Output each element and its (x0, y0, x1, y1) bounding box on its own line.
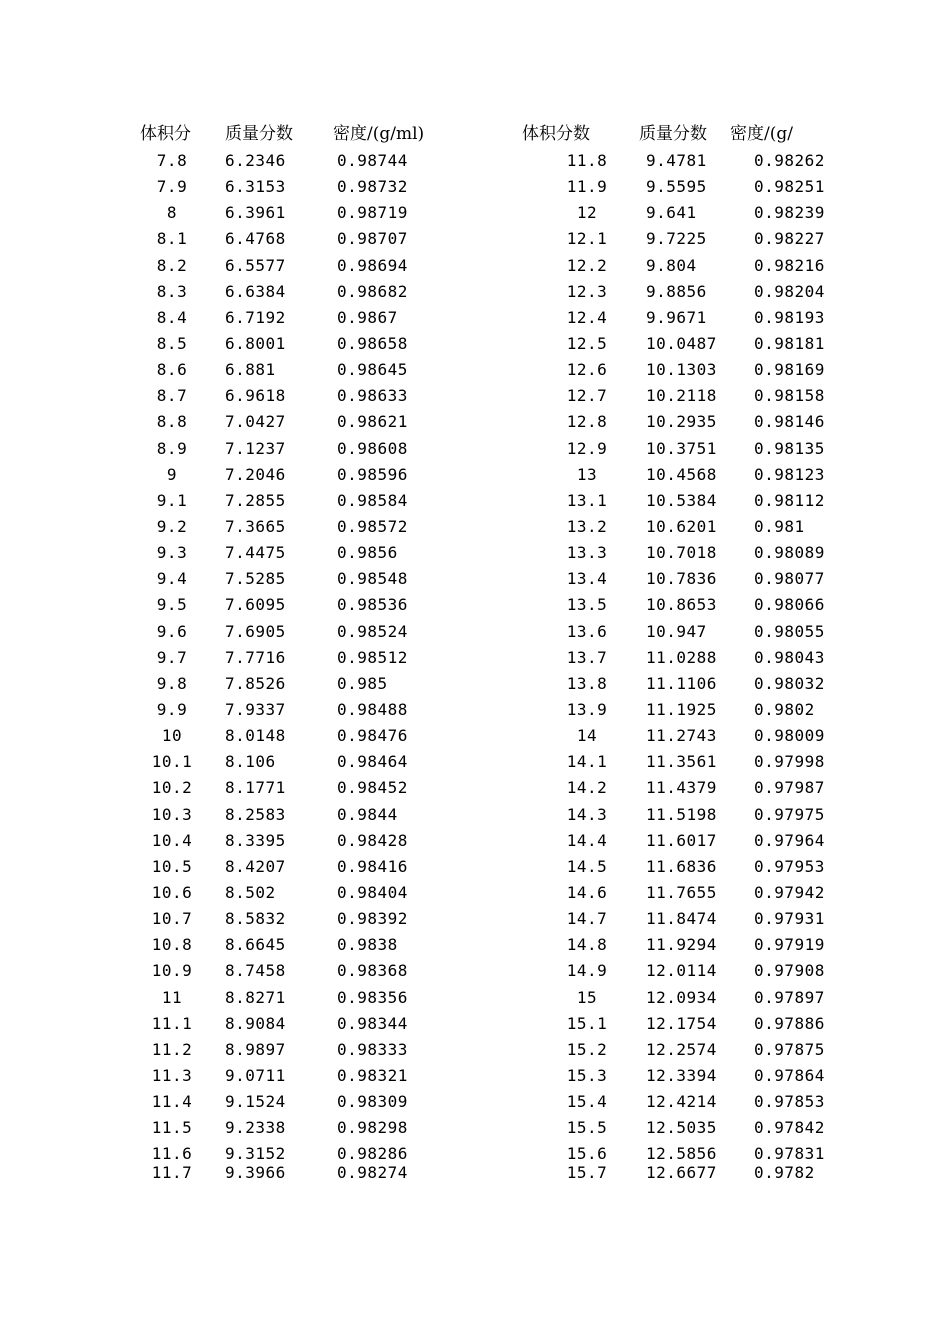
mass-fraction-cell: 8.1771 (225, 778, 286, 798)
mass-fraction-cell: 10.8653 (646, 595, 717, 615)
volume-fraction-cell: 8.4 (156, 307, 188, 327)
mass-fraction-cell: 9.9671 (646, 307, 707, 327)
mass-fraction-cell: 8.2583 (225, 804, 286, 824)
mass-fraction-cell: 6.3153 (225, 177, 286, 197)
density-cell: 0.98416 (337, 856, 408, 876)
density-cell: 0.98744 (337, 151, 408, 170)
volume-fraction-cell: 11 (161, 987, 183, 1007)
volume-fraction-cell: 8.7 (156, 386, 188, 406)
volume-fraction-cell: 14 (576, 726, 598, 746)
density-cell: 0.98404 (337, 882, 408, 902)
volume-fraction-cell: 15.5 (566, 1118, 608, 1138)
volume-fraction-cell: 8.8 (156, 412, 188, 432)
volume-fraction-cell: 14.1 (566, 752, 608, 772)
density-cell: 0.98043 (754, 647, 825, 667)
density-cell: 0.98193 (754, 307, 825, 327)
density-cell: 0.98572 (337, 516, 408, 536)
volume-fraction-cell: 10.7 (151, 909, 193, 929)
density-cell: 0.98658 (337, 333, 408, 353)
mass-fraction-cell: 7.2855 (225, 490, 286, 510)
mass-fraction-cell: 12.1754 (646, 1013, 717, 1033)
density-cell: 0.98464 (337, 752, 408, 772)
mass-fraction-cell: 8.6645 (225, 935, 286, 955)
mass-fraction-cell: 11.1106 (646, 673, 717, 693)
volume-fraction-cell: 13.1 (566, 490, 608, 510)
density-cell: 0.97931 (754, 909, 825, 929)
density-cell: 0.98009 (754, 726, 825, 746)
volume-fraction-cell: 11.6 (151, 1144, 193, 1164)
volume-fraction-cell: 13.9 (566, 699, 608, 719)
mass-fraction-cell: 10.5384 (646, 490, 717, 510)
density-cell: 0.98584 (337, 490, 408, 510)
mass-fraction-cell: 9.641 (646, 203, 697, 223)
density-cell: 0.98239 (754, 203, 825, 223)
volume-fraction-cell: 12 (576, 203, 598, 223)
volume-fraction-cell: 12.1 (566, 229, 608, 249)
volume-fraction-cell: 13.4 (566, 569, 608, 589)
density-cell: 0.985 (337, 673, 388, 693)
mass-fraction-cell: 8.4207 (225, 856, 286, 876)
volume-fraction-cell: 9.3 (156, 543, 188, 563)
density-cell: 0.98392 (337, 909, 408, 929)
volume-fraction-cell: 8 (166, 203, 178, 223)
mass-fraction-cell: 9.4781 (646, 151, 707, 170)
volume-fraction-cell: 15.4 (566, 1092, 608, 1112)
mass-fraction-cell: 12.3394 (646, 1065, 717, 1085)
mass-fraction-cell: 6.2346 (225, 151, 286, 170)
density-cell: 0.98321 (337, 1065, 408, 1085)
right-header-density: 密度/(g/ (730, 124, 793, 144)
volume-fraction-cell: 13.2 (566, 516, 608, 536)
mass-fraction-cell: 10.947 (646, 621, 707, 641)
density-cell: 0.98608 (337, 438, 408, 458)
volume-fraction-cell: 9.4 (156, 569, 188, 589)
volume-fraction-cell: 8.2 (156, 255, 188, 275)
mass-fraction-cell: 7.8526 (225, 673, 286, 693)
volume-fraction-cell: 12.6 (566, 360, 608, 380)
density-cell: 0.97975 (754, 804, 825, 824)
density-cell: 0.98645 (337, 360, 408, 380)
density-cell: 0.97886 (754, 1013, 825, 1033)
volume-fraction-cell: 9.9 (156, 699, 188, 719)
volume-fraction-cell: 13 (576, 464, 598, 484)
mass-fraction-cell: 6.881 (225, 360, 276, 380)
mass-fraction-cell: 10.6201 (646, 516, 717, 536)
volume-fraction-cell: 14.6 (566, 882, 608, 902)
volume-fraction-cell: 12.9 (566, 438, 608, 458)
density-cell: 0.98356 (337, 987, 408, 1007)
volume-fraction-cell: 9.6 (156, 621, 188, 641)
volume-fraction-cell: 14.2 (566, 778, 608, 798)
volume-fraction-cell: 13.5 (566, 595, 608, 615)
density-cell: 0.98204 (754, 281, 825, 301)
density-cell: 0.98633 (337, 386, 408, 406)
density-cell: 0.98452 (337, 778, 408, 798)
mass-fraction-cell: 12.4214 (646, 1092, 717, 1112)
mass-fraction-cell: 8.9897 (225, 1039, 286, 1059)
volume-fraction-cell: 9 (166, 464, 178, 484)
volume-fraction-cell: 13.3 (566, 543, 608, 563)
density-cell: 0.98286 (337, 1144, 408, 1164)
mass-fraction-cell: 8.7458 (225, 961, 286, 981)
mass-fraction-cell: 9.0711 (225, 1065, 286, 1085)
density-cell: 0.98682 (337, 281, 408, 301)
mass-fraction-cell: 9.8856 (646, 281, 707, 301)
mass-fraction-cell: 10.4568 (646, 464, 717, 484)
mass-fraction-cell: 7.1237 (225, 438, 286, 458)
mass-fraction-cell: 8.0148 (225, 726, 286, 746)
mass-fraction-cell: 9.7225 (646, 229, 707, 249)
density-cell: 0.98032 (754, 673, 825, 693)
density-cell: 0.98066 (754, 595, 825, 615)
mass-fraction-cell: 9.1524 (225, 1092, 286, 1112)
density-cell: 0.98135 (754, 438, 825, 458)
mass-fraction-cell: 8.106 (225, 752, 276, 772)
density-cell: 0.97908 (754, 961, 825, 981)
density-cell: 0.98524 (337, 621, 408, 641)
density-cell: 0.98536 (337, 595, 408, 615)
mass-fraction-cell: 12.0114 (646, 961, 717, 981)
mass-fraction-cell: 12.5035 (646, 1118, 717, 1138)
volume-fraction-cell: 12.4 (566, 307, 608, 327)
volume-fraction-cell: 14.4 (566, 830, 608, 850)
volume-fraction-cell: 14.8 (566, 935, 608, 955)
density-cell: 0.98181 (754, 333, 825, 353)
density-cell: 0.97897 (754, 987, 825, 1007)
mass-fraction-cell: 11.7655 (646, 882, 717, 902)
mass-fraction-cell: 11.9294 (646, 935, 717, 955)
volume-fraction-cell: 11.4 (151, 1092, 193, 1112)
density-cell: 0.98146 (754, 412, 825, 432)
mass-fraction-cell: 8.9084 (225, 1013, 286, 1033)
density-cell: 0.98227 (754, 229, 825, 249)
density-cell: 0.97942 (754, 882, 825, 902)
density-cell: 0.98169 (754, 360, 825, 380)
density-cell: 0.98621 (337, 412, 408, 432)
volume-fraction-cell: 9.7 (156, 647, 188, 667)
mass-fraction-cell: 7.2046 (225, 464, 286, 484)
density-cell: 0.98262 (754, 151, 825, 170)
density-cell: 0.98089 (754, 543, 825, 563)
volume-fraction-cell: 7.8 (156, 151, 188, 170)
volume-fraction-cell: 14.5 (566, 856, 608, 876)
mass-fraction-cell: 6.8001 (225, 333, 286, 353)
mass-fraction-cell: 6.5577 (225, 255, 286, 275)
mass-fraction-cell: 12.5856 (646, 1144, 717, 1164)
mass-fraction-cell: 12.6677 (646, 1163, 717, 1183)
mass-fraction-cell: 7.4475 (225, 543, 286, 563)
density-cell: 0.9844 (337, 804, 398, 824)
mass-fraction-cell: 8.5832 (225, 909, 286, 929)
mass-fraction-cell: 7.6905 (225, 621, 286, 641)
mass-fraction-cell: 10.1303 (646, 360, 717, 380)
density-cell: 0.97998 (754, 752, 825, 772)
mass-fraction-cell: 7.9337 (225, 699, 286, 719)
volume-fraction-cell: 15.2 (566, 1039, 608, 1059)
volume-fraction-cell: 9.8 (156, 673, 188, 693)
density-cell: 0.98732 (337, 177, 408, 197)
volume-fraction-cell: 11.1 (151, 1013, 193, 1033)
density-cell: 0.98719 (337, 203, 408, 223)
volume-fraction-cell: 10.8 (151, 935, 193, 955)
density-cell: 0.9782 (754, 1163, 815, 1183)
mass-fraction-cell: 10.3751 (646, 438, 717, 458)
volume-fraction-cell: 8.1 (156, 229, 188, 249)
density-cell: 0.97953 (754, 856, 825, 876)
mass-fraction-cell: 8.3395 (225, 830, 286, 850)
volume-fraction-cell: 10.6 (151, 882, 193, 902)
volume-fraction-cell: 9.1 (156, 490, 188, 510)
mass-fraction-cell: 7.3665 (225, 516, 286, 536)
mass-fraction-cell: 10.7018 (646, 543, 717, 563)
mass-fraction-cell: 11.6017 (646, 830, 717, 850)
density-cell: 0.97842 (754, 1118, 825, 1138)
density-cell: 0.98512 (337, 647, 408, 667)
volume-fraction-cell: 14.3 (566, 804, 608, 824)
mass-fraction-cell: 11.8474 (646, 909, 717, 929)
density-cell: 0.98344 (337, 1013, 408, 1033)
mass-fraction-cell: 6.7192 (225, 307, 286, 327)
volume-fraction-cell: 9.2 (156, 516, 188, 536)
density-cell: 0.97919 (754, 935, 825, 955)
mass-fraction-cell: 7.5285 (225, 569, 286, 589)
volume-fraction-cell: 7.9 (156, 177, 188, 197)
volume-fraction-cell: 12.3 (566, 281, 608, 301)
density-cell: 0.981 (754, 516, 805, 536)
mass-fraction-cell: 7.6095 (225, 595, 286, 615)
volume-fraction-cell: 15 (576, 987, 598, 1007)
density-cell: 0.97875 (754, 1039, 825, 1059)
volume-fraction-cell: 10.5 (151, 856, 193, 876)
volume-fraction-cell: 13.8 (566, 673, 608, 693)
left-header-mass: 质量分数 (225, 124, 293, 144)
mass-fraction-cell: 11.1925 (646, 699, 717, 719)
density-cell: 0.98488 (337, 699, 408, 719)
density-cell: 0.97987 (754, 778, 825, 798)
volume-fraction-cell: 14.7 (566, 909, 608, 929)
density-cell: 0.98112 (754, 490, 825, 510)
mass-fraction-cell: 11.5198 (646, 804, 717, 824)
mass-fraction-cell: 8.502 (225, 882, 276, 902)
volume-fraction-cell: 13.7 (566, 647, 608, 667)
density-cell: 0.98596 (337, 464, 408, 484)
volume-fraction-cell: 10 (161, 726, 183, 746)
density-cell: 0.98309 (337, 1092, 408, 1112)
mass-fraction-cell: 11.6836 (646, 856, 717, 876)
volume-fraction-cell: 14.9 (566, 961, 608, 981)
density-cell: 0.97853 (754, 1092, 825, 1112)
volume-fraction-cell: 11.3 (151, 1065, 193, 1085)
mass-fraction-cell: 12.0934 (646, 987, 717, 1007)
volume-fraction-cell: 15.1 (566, 1013, 608, 1033)
density-cell: 0.98055 (754, 621, 825, 641)
density-cell: 0.98158 (754, 386, 825, 406)
density-cell: 0.98707 (337, 229, 408, 249)
mass-fraction-cell: 10.0487 (646, 333, 717, 353)
density-cell: 0.97831 (754, 1144, 825, 1164)
density-cell: 0.98428 (337, 830, 408, 850)
mass-fraction-cell: 9.3966 (225, 1163, 286, 1183)
mass-fraction-cell: 7.0427 (225, 412, 286, 432)
volume-fraction-cell: 11.9 (566, 177, 608, 197)
volume-fraction-cell: 10.4 (151, 830, 193, 850)
volume-fraction-cell: 10.2 (151, 778, 193, 798)
volume-fraction-cell: 13.6 (566, 621, 608, 641)
volume-fraction-cell: 11.8 (566, 151, 608, 170)
density-cell: 0.98251 (754, 177, 825, 197)
volume-fraction-cell: 11.7 (151, 1163, 193, 1183)
mass-fraction-cell: 11.4379 (646, 778, 717, 798)
mass-fraction-cell: 9.804 (646, 255, 697, 275)
mass-fraction-cell: 11.2743 (646, 726, 717, 746)
density-cell: 0.9838 (337, 935, 398, 955)
density-cell: 0.98333 (337, 1039, 408, 1059)
mass-fraction-cell: 6.6384 (225, 281, 286, 301)
left-header-volume: 体积分 (140, 124, 191, 144)
density-cell: 0.9856 (337, 543, 398, 563)
density-cell: 0.98694 (337, 255, 408, 275)
volume-fraction-cell: 8.9 (156, 438, 188, 458)
volume-fraction-cell: 8.6 (156, 360, 188, 380)
right-header-volume: 体积分数 (522, 124, 590, 144)
density-cell: 0.97864 (754, 1065, 825, 1085)
volume-fraction-cell: 9.5 (156, 595, 188, 615)
mass-fraction-cell: 11.3561 (646, 752, 717, 772)
density-cell: 0.98368 (337, 961, 408, 981)
volume-fraction-cell: 8.3 (156, 281, 188, 301)
right-header-mass: 质量分数 (639, 124, 707, 144)
density-cell: 0.98298 (337, 1118, 408, 1138)
volume-fraction-cell: 15.3 (566, 1065, 608, 1085)
density-cell: 0.97964 (754, 830, 825, 850)
density-cell: 0.98274 (337, 1163, 408, 1183)
mass-fraction-cell: 10.7836 (646, 569, 717, 589)
mass-fraction-cell: 6.9618 (225, 386, 286, 406)
mass-fraction-cell: 10.2118 (646, 386, 717, 406)
volume-fraction-cell: 10.3 (151, 804, 193, 824)
volume-fraction-cell: 12.8 (566, 412, 608, 432)
mass-fraction-cell: 8.8271 (225, 987, 286, 1007)
mass-fraction-cell: 9.5595 (646, 177, 707, 197)
density-cell: 0.9802 (754, 699, 815, 719)
mass-fraction-cell: 9.3152 (225, 1144, 286, 1164)
volume-fraction-cell: 10.1 (151, 752, 193, 772)
mass-fraction-cell: 7.7716 (225, 647, 286, 667)
volume-fraction-cell: 11.5 (151, 1118, 193, 1138)
mass-fraction-cell: 6.4768 (225, 229, 286, 249)
volume-fraction-cell: 8.5 (156, 333, 188, 353)
volume-fraction-cell: 15.7 (566, 1163, 608, 1183)
density-cell: 0.98548 (337, 569, 408, 589)
left-header-density: 密度/(g/ml) (333, 124, 425, 144)
mass-fraction-cell: 10.2935 (646, 412, 717, 432)
density-cell: 0.98216 (754, 255, 825, 275)
volume-fraction-cell: 12.7 (566, 386, 608, 406)
volume-fraction-cell: 15.6 (566, 1144, 608, 1164)
mass-fraction-cell: 9.2338 (225, 1118, 286, 1138)
mass-fraction-cell: 11.0288 (646, 647, 717, 667)
density-cell: 0.98123 (754, 464, 825, 484)
density-cell: 0.9867 (337, 307, 398, 327)
density-cell: 0.98476 (337, 726, 408, 746)
volume-fraction-cell: 10.9 (151, 961, 193, 981)
mass-fraction-cell: 6.3961 (225, 203, 286, 223)
volume-fraction-cell: 11.2 (151, 1039, 193, 1059)
volume-fraction-cell: 12.5 (566, 333, 608, 353)
density-cell: 0.98077 (754, 569, 825, 589)
mass-fraction-cell: 12.2574 (646, 1039, 717, 1059)
volume-fraction-cell: 12.2 (566, 255, 608, 275)
